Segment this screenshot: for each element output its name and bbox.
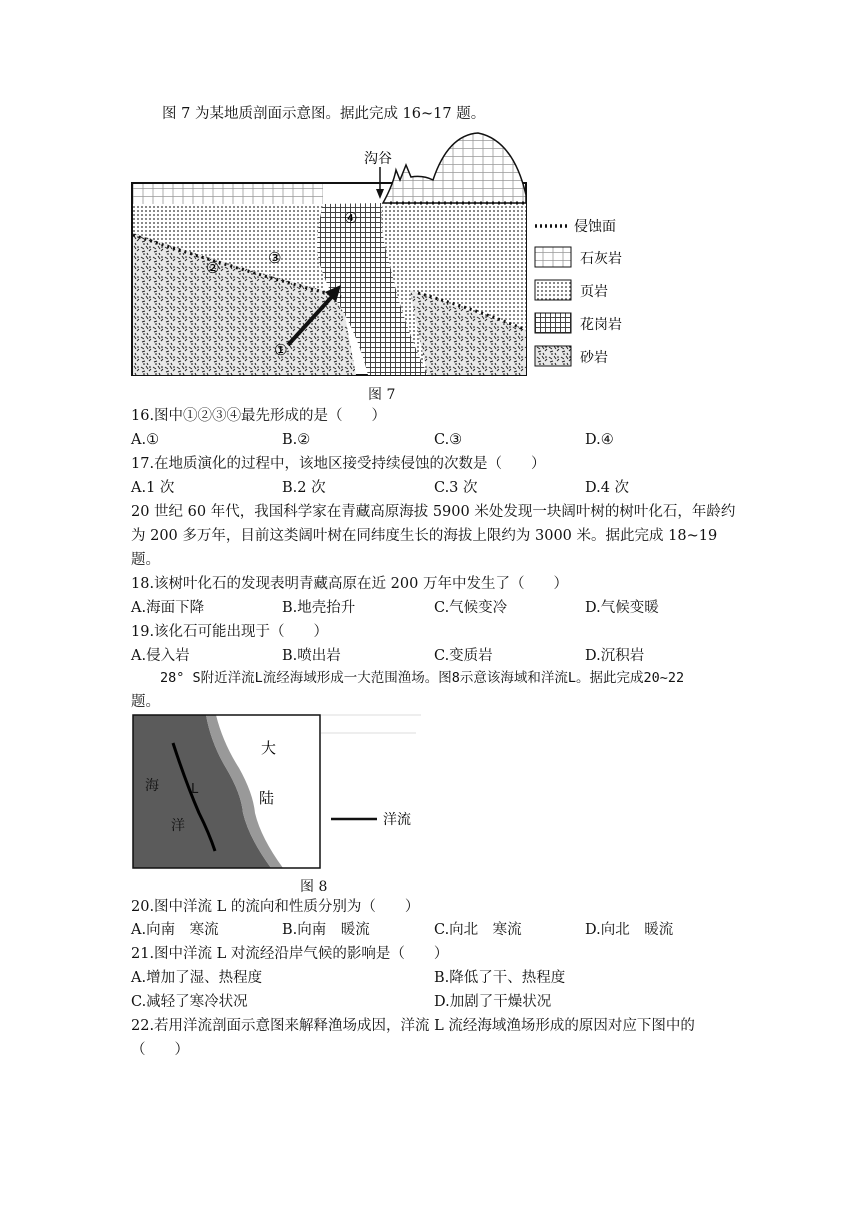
q21-option-c: C.减轻了寒冷状况 [131, 994, 248, 1010]
question-19-stem: 19.该化石可能出现于（ ） [131, 624, 329, 640]
svg-text:页岩: 页岩 [580, 284, 608, 300]
figure-7-caption: 图 7 [368, 387, 396, 403]
q18-option-a: A.海面下降 [131, 600, 205, 616]
q17-option-a: A.1 次 [131, 480, 175, 496]
label-gully: 沟谷 [364, 151, 392, 167]
q19-option-d: D.沉积岩 [585, 648, 645, 664]
svg-text:③: ③ [268, 249, 282, 267]
q19-option-c: C.变质岩 [434, 648, 493, 664]
svg-text:大: 大 [261, 739, 277, 757]
q20-option-a: A.向南 寒流 [131, 922, 219, 938]
svg-text:陆: 陆 [259, 789, 275, 807]
question-22-blank: （ ） [131, 1042, 189, 1058]
q20-option-b: B.向南 暖流 [282, 922, 370, 938]
figure-7-geologic-section [128, 125, 638, 380]
q20-option-c: C.向北 寒流 [434, 922, 522, 938]
figure-8-caption: 图 8 [300, 879, 328, 895]
svg-text:①: ① [274, 341, 288, 359]
svg-text:砂岩: 砂岩 [580, 350, 608, 366]
q17-option-d: D.4 次 [585, 480, 630, 496]
q18-option-c: C.气候变冷 [434, 600, 508, 616]
svg-text:②: ② [206, 259, 220, 277]
q21-option-a: A.增加了湿、热程度 [131, 970, 263, 986]
question-21-stem: 21.图中洋流 L 对流经沿岸气候的影响是（ ） [131, 946, 449, 962]
figure-8-ocean-current-map [131, 713, 421, 873]
q18-option-b: B.地壳抬升 [282, 600, 356, 616]
intro-text-fossil: 20 世纪 60 年代，我国科学家在青藏高原海拔 5900 米处发现一块阔叶树的树叶化石，年龄约为 200 多万年，目前这类阔叶树在同纬度生长的海拔上限约为 3000 米。据此完成 18~19 题。 [131, 504, 736, 568]
question-22-stem: 22.若用洋流剖面示意图来解释渔场成因，洋流 L 流经海域渔场形成的原因对应下图中的 [131, 1018, 695, 1034]
question-16-stem: 16.图中①②③④最先形成的是（ ） [131, 408, 387, 424]
q16-option-a: A.① [131, 432, 160, 448]
intro-text-current: 28° S附近洋流L流经海域形成一大范围渔场。图8示意该海域和洋流L。据此完成20~22 [160, 670, 685, 686]
q21-option-b: B.降低了干、热程度 [434, 970, 566, 986]
intro-text-fig7: 图 7 为某地质剖面示意图。据此完成 16~17 题。 [162, 106, 486, 122]
q16-option-b: B.② [282, 432, 311, 448]
q16-option-c: C.③ [434, 432, 463, 448]
q18-option-d: D.气候变暖 [585, 600, 659, 616]
svg-text:L: L [191, 782, 199, 797]
question-18-stem: 18.该树叶化石的发现表明青藏高原在近 200 万年中发生了（ ） [131, 576, 568, 592]
svg-text:侵蚀面: 侵蚀面 [574, 219, 616, 235]
svg-text:④: ④ [344, 209, 358, 227]
svg-text:花岗岩: 花岗岩 [580, 317, 622, 333]
q17-option-c: C.3 次 [434, 480, 478, 496]
figure-8-legend-label: 洋流 [383, 812, 411, 828]
q19-option-b: B.喷出岩 [282, 648, 341, 664]
q17-option-b: B.2 次 [282, 480, 326, 496]
q16-option-d: D.④ [585, 432, 614, 448]
svg-text:洋: 洋 [171, 818, 185, 834]
question-20-stem: 20.图中洋流 L 的流向和性质分别为（ ） [131, 899, 420, 915]
figure-7-legend [535, 218, 622, 366]
question-17-stem: 17.在地质演化的过程中，该地区接受持续侵蚀的次数是（ ） [131, 456, 546, 472]
intro-text-current-tail: 题。 [131, 694, 160, 710]
q19-option-a: A.侵入岩 [131, 648, 190, 664]
svg-text:海: 海 [145, 778, 159, 794]
q21-option-d: D.加剧了干燥状况 [434, 994, 552, 1010]
svg-text:石灰岩: 石灰岩 [580, 251, 622, 267]
q20-option-d: D.向北 暖流 [585, 922, 674, 938]
